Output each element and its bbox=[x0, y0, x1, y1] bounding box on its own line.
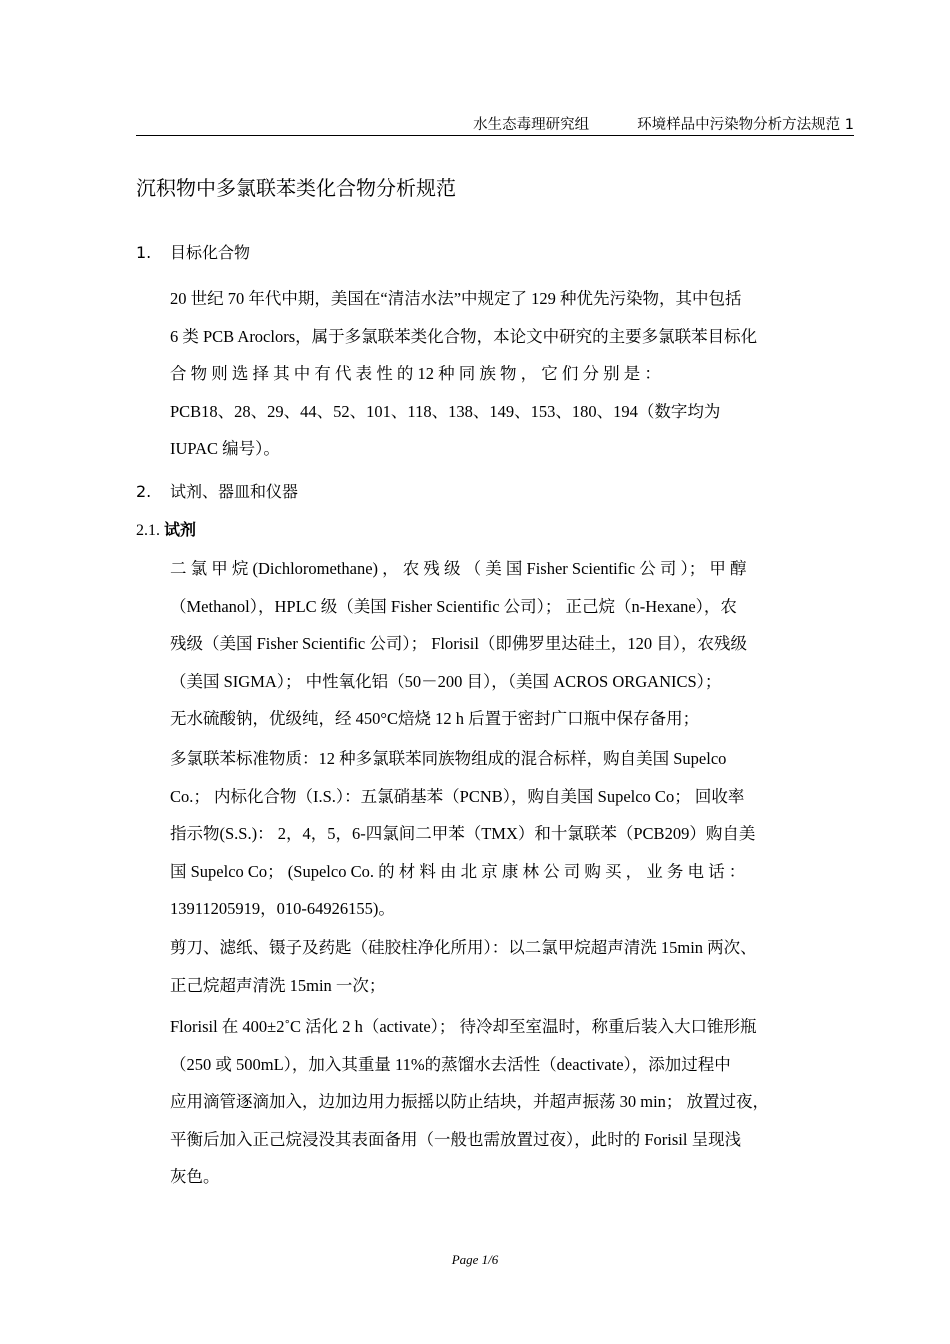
section-label: 目标化合物 bbox=[170, 243, 251, 262]
text-line: 残级（美国 Fisher Scientific 公司）； Florisil（即佛罗里达硅土，120 目），农残级 bbox=[170, 634, 748, 653]
text-line: 平衡后加入正己烷浸没其表面备用（一般也需放置过夜），此时的 Forisil 呈现浅 bbox=[170, 1129, 742, 1149]
text-line: 20 世纪 70 年代中期，美国在“清洁水法”中规定了 129 种优先污染物，其中包括 bbox=[170, 289, 742, 308]
text-line: （美国 SIGMA）； 中性氧化铝（50－200 目），（美国 ACROS ORGANICS）； bbox=[170, 671, 722, 691]
text-line: 13911205919，010-64926155)。 bbox=[170, 899, 395, 918]
header-group-name: 水生态毒理研究组 bbox=[473, 117, 590, 133]
text-line: 正己烷超声清洗 15min 一次； bbox=[170, 975, 386, 995]
paragraph-tools bbox=[170, 929, 856, 1004]
text-line: 国 Supelco Co； (Supelco Co. 的 材 料 由 北 京 康 林 公 司 购 买 ， 业 务 电 话 ： bbox=[170, 861, 746, 881]
section-heading-2 bbox=[136, 479, 298, 502]
paragraph-florisil bbox=[170, 1008, 856, 1196]
text-line: Florisil 在 400±2˚C 活化 2 h（activate）； 待冷却至室温时，称重后装入大口锥形瓶 bbox=[170, 1017, 757, 1036]
text-line: 灰色。 bbox=[170, 1167, 220, 1186]
header-doc-name: 环境样品中污染物分析方法规范 1 bbox=[637, 117, 854, 133]
page-header bbox=[136, 113, 854, 136]
text-line: IUPAC 编号）。 bbox=[170, 439, 280, 458]
paragraph-standards bbox=[170, 740, 856, 928]
subsection-number: 2.1. bbox=[136, 522, 160, 539]
subsection-heading-2-1 bbox=[136, 517, 196, 540]
text-line: （250 或 500mL），加入其重量 11%的蒸馏水去活性（deactivate），添加过程中 bbox=[170, 1054, 731, 1074]
section-number: 2. bbox=[136, 482, 152, 501]
text-line: 6 类 PCB Aroclors，属于多氯联苯类化合物，本论文中研究的主要多氯联苯目标化 bbox=[170, 326, 758, 346]
page-number-footer: Page 1/6 bbox=[451, 1252, 499, 1267]
text-line: 无水硫酸钠，优级纯，经 450°C焙烧 12 h 后置于密封广口瓶中保存备用； bbox=[170, 709, 700, 728]
section-heading-1 bbox=[136, 240, 250, 263]
section-number: 1. bbox=[136, 243, 152, 262]
text-line: PCB18、28、29、44、52、101、118、138、149、153、180、194（数字均为 bbox=[170, 401, 721, 421]
text-line: Co.； 内标化合物（I.S.）：五氯硝基苯（PCNB），购自美国 Supelco Co； 回收率 bbox=[170, 786, 745, 806]
text-line: （Methanol），HPLC 级（美国 Fisher Scientific 公司）； 正己烷（n-Hexane），农 bbox=[170, 596, 737, 616]
text-line: 二 氯 甲 烷 (Dichloromethane) ， 农 残 级 （ 美 国 Fisher Scientific 公 司 ）； 甲 醇 bbox=[170, 559, 747, 578]
text-line: 指示物(S.S.)： 2，4，5，6-四氯间二甲苯（TMX）和十氯联苯（PCB209）购自美 bbox=[170, 824, 756, 843]
paragraph-reagents bbox=[170, 550, 856, 738]
text-line: 应用滴管逐滴加入，边加边用力振摇以防止结块，并超声振荡 30 min； 放置过夜， bbox=[170, 1092, 770, 1111]
text-line: 合 物 则 选 择 其 中 有 代 表 性 的 12 种 同 族 物 ， 它 们 分 别 是 ： bbox=[170, 364, 661, 383]
subsection-label: 试剂 bbox=[164, 520, 197, 539]
section-label: 试剂、器皿和仪器 bbox=[170, 482, 299, 501]
text-line: 剪刀、滤纸、镊子及药匙（硅胶柱净化所用）：以二氯甲烷超声清洗 15min 两次、 bbox=[170, 938, 757, 957]
document-title: 沉积物中多氯联苯类化合物分析规范 bbox=[136, 176, 456, 200]
text-line: 多氯联苯标准物质：12 种多氯联苯同族物组成的混合标样，购自美国 Supelco bbox=[170, 749, 727, 768]
paragraph-target-compounds bbox=[170, 280, 856, 468]
